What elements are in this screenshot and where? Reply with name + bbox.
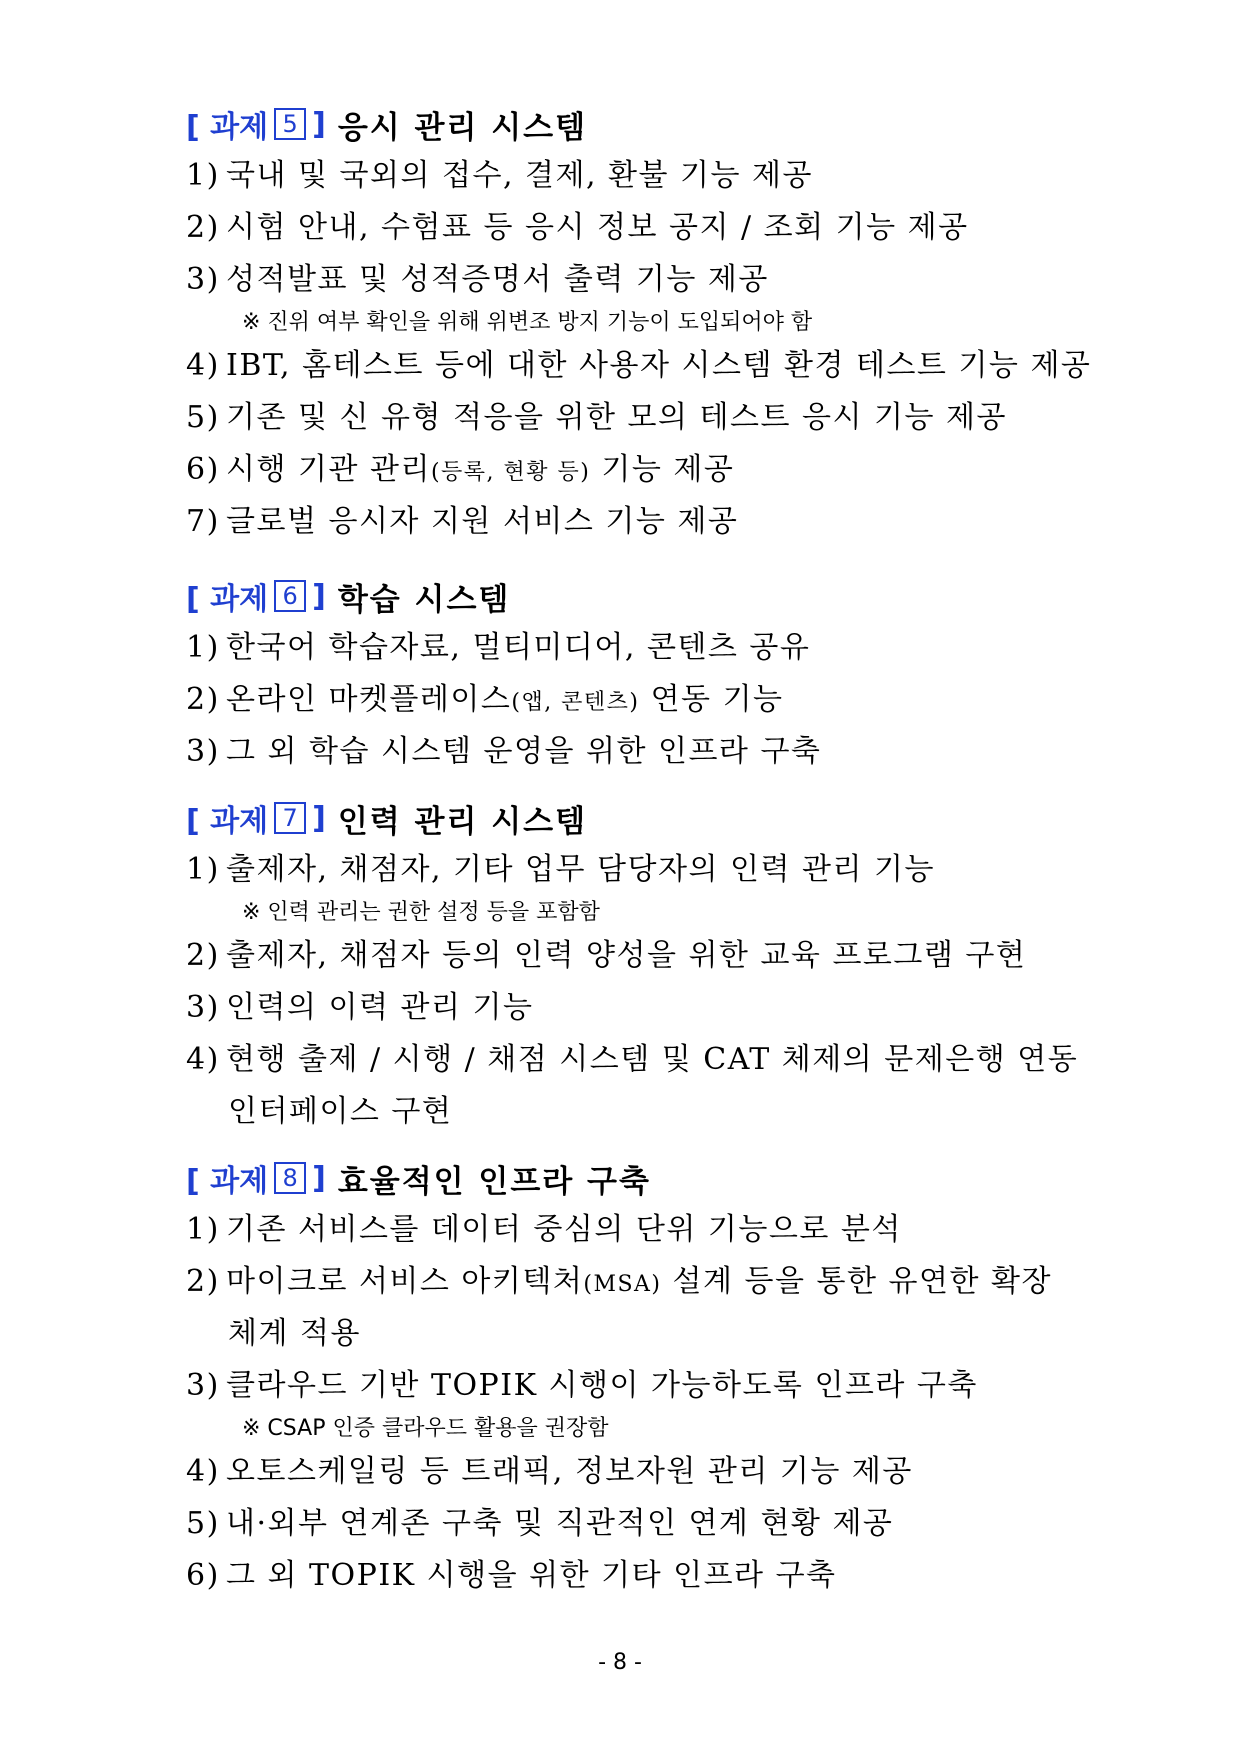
item-number: 2) [186, 210, 220, 245]
item-number: 3) [186, 262, 220, 297]
section-task-6 [186, 570, 1126, 778]
list-item [186, 726, 1126, 778]
item-number: 2) [186, 682, 220, 717]
item-text [226, 444, 1126, 496]
section-heading [186, 792, 1126, 844]
section-task-8 [186, 1152, 1126, 1602]
item-number: 1) [186, 1212, 220, 1247]
item-text-tail: 설계 등을 통한 유연한 확장 [661, 1264, 1052, 1299]
list-item [186, 1446, 1126, 1498]
section-title: 학습 시스템 [337, 581, 511, 618]
task-label: [ 과제 [186, 110, 269, 145]
item-continuation: 체계 적용 [228, 1316, 361, 1351]
list-item [186, 982, 1126, 1034]
item-text: IBT, 홈테스트 등에 대한 사용자 시스템 환경 테스트 기능 제공 [226, 348, 1092, 383]
list-item [186, 622, 1126, 674]
task-number-box: 5 [274, 108, 306, 140]
item-number: 2) [186, 938, 220, 973]
item-number: 6) [186, 452, 220, 487]
list-item [186, 392, 1126, 444]
section-title: 인력 관리 시스템 [337, 803, 588, 840]
item-text: 현행 출제 / 시행 / 채점 시스템 및 CAT 체제의 문제은행 연동 [226, 1042, 1079, 1077]
item-number: 4) [186, 1454, 220, 1489]
item-text: 한국어 학습자료, 멀티미디어, 콘텐츠 공유 [226, 630, 811, 665]
section-task-5 [186, 98, 1126, 548]
section-heading [186, 98, 1126, 150]
task-label-close: ] [312, 578, 326, 614]
list-item [186, 254, 1126, 306]
section-task-7 [186, 792, 1126, 1138]
section-title: 효율적인 인프라 구축 [337, 1163, 651, 1200]
item-text-tail: 기능 제공 [590, 452, 735, 487]
item-text: 그 외 학습 시스템 운영을 위한 인프라 구축 [226, 734, 822, 769]
list-item [186, 930, 1126, 982]
item-text-tail: 연동 기능 [639, 682, 784, 717]
item-text-parenthetical: (등록, 현황 등) [430, 460, 591, 485]
list-item [186, 844, 1126, 896]
item-text: 기존 서비스를 데이터 중심의 단위 기능으로 분석 [226, 1212, 902, 1247]
list-item [186, 1360, 1126, 1412]
item-text-main: 마이크로 서비스 아키텍처 [226, 1264, 584, 1299]
list-item [186, 1034, 1126, 1086]
item-number: 5) [186, 1506, 220, 1541]
item-text-parenthetical: (MSA) [583, 1272, 662, 1297]
item-number: 1) [186, 158, 220, 193]
item-number: 2) [186, 1264, 220, 1299]
item-text [226, 1256, 1126, 1308]
item-text: 출제자, 채점자 등의 인력 양성을 위한 교육 프로그램 구현 [226, 938, 1027, 973]
item-number: 4) [186, 348, 220, 383]
section-title: 응시 관리 시스템 [337, 109, 588, 146]
list-item [186, 1550, 1126, 1602]
item-number: 7) [186, 504, 220, 539]
list-item [186, 674, 1126, 726]
item-number: 6) [186, 1558, 220, 1593]
list-item [186, 496, 1126, 548]
item-continuation: 인터페이스 구현 [228, 1094, 453, 1129]
item-text-main: 온라인 마켓플레이스 [226, 682, 512, 717]
item-text: 오토스케일링 등 트래픽, 정보자원 관리 기능 제공 [226, 1454, 913, 1489]
item-text: 국내 및 국외의 접수, 결제, 환불 기능 제공 [226, 158, 814, 193]
item-text-main: 시행 기관 관리 [226, 452, 431, 487]
task-label-close: ] [312, 800, 326, 836]
item-text: 클라우드 기반 TOPIK 시행이 가능하도록 인프라 구축 [226, 1368, 978, 1403]
item-number: 1) [186, 630, 220, 665]
item-text: 그 외 TOPIK 시행을 위한 기타 인프라 구축 [226, 1558, 837, 1593]
item-text-parenthetical: (앱, 콘텐츠) [511, 690, 640, 715]
list-item [186, 1204, 1126, 1256]
item-number: 3) [186, 734, 220, 769]
list-item [186, 444, 1126, 496]
list-item [186, 202, 1126, 254]
task-label: [ 과제 [186, 804, 269, 839]
item-text: 출제자, 채점자, 기타 업무 담당자의 인력 관리 기능 [226, 852, 935, 887]
task-number-box: 8 [274, 1162, 306, 1194]
list-item [186, 1498, 1126, 1550]
task-label: [ 과제 [186, 582, 269, 617]
item-text: 기존 및 신 유형 적응을 위한 모의 테스트 응시 기능 제공 [226, 400, 1007, 435]
item-number: 3) [186, 990, 220, 1025]
item-text [226, 674, 1126, 726]
list-item [186, 150, 1126, 202]
item-text: 시험 안내, 수험표 등 응시 정보 공지 / 조회 기능 제공 [226, 210, 969, 245]
item-text: 내·외부 연계존 구축 및 직관적인 연계 현황 제공 [226, 1506, 894, 1541]
item-note: ※ CSAP 인증 클라우드 활용을 권장함 [242, 1416, 609, 1441]
item-note: ※ 인력 관리는 권한 설정 등을 포함함 [242, 900, 600, 925]
section-heading [186, 1152, 1126, 1204]
item-text: 인력의 이력 관리 기능 [226, 990, 534, 1025]
item-number: 5) [186, 400, 220, 435]
task-number-box: 7 [274, 802, 306, 834]
item-number: 4) [186, 1042, 220, 1077]
item-text: 성적발표 및 성적증명서 출력 기능 제공 [226, 262, 769, 297]
page-number: - 8 - [598, 1650, 642, 1675]
item-text: 글로벌 응시자 지원 서비스 기능 제공 [226, 504, 739, 539]
list-item [186, 1256, 1126, 1308]
item-number: 3) [186, 1368, 220, 1403]
list-item [186, 340, 1126, 392]
task-number-box: 6 [274, 580, 306, 612]
section-heading [186, 570, 1126, 622]
task-label-close: ] [312, 1160, 326, 1196]
task-label: [ 과제 [186, 1164, 269, 1199]
item-note: ※ 진위 여부 확인을 위해 위변조 방지 기능이 도입되어야 함 [242, 310, 813, 335]
item-number: 1) [186, 852, 220, 887]
task-label-close: ] [312, 106, 326, 142]
